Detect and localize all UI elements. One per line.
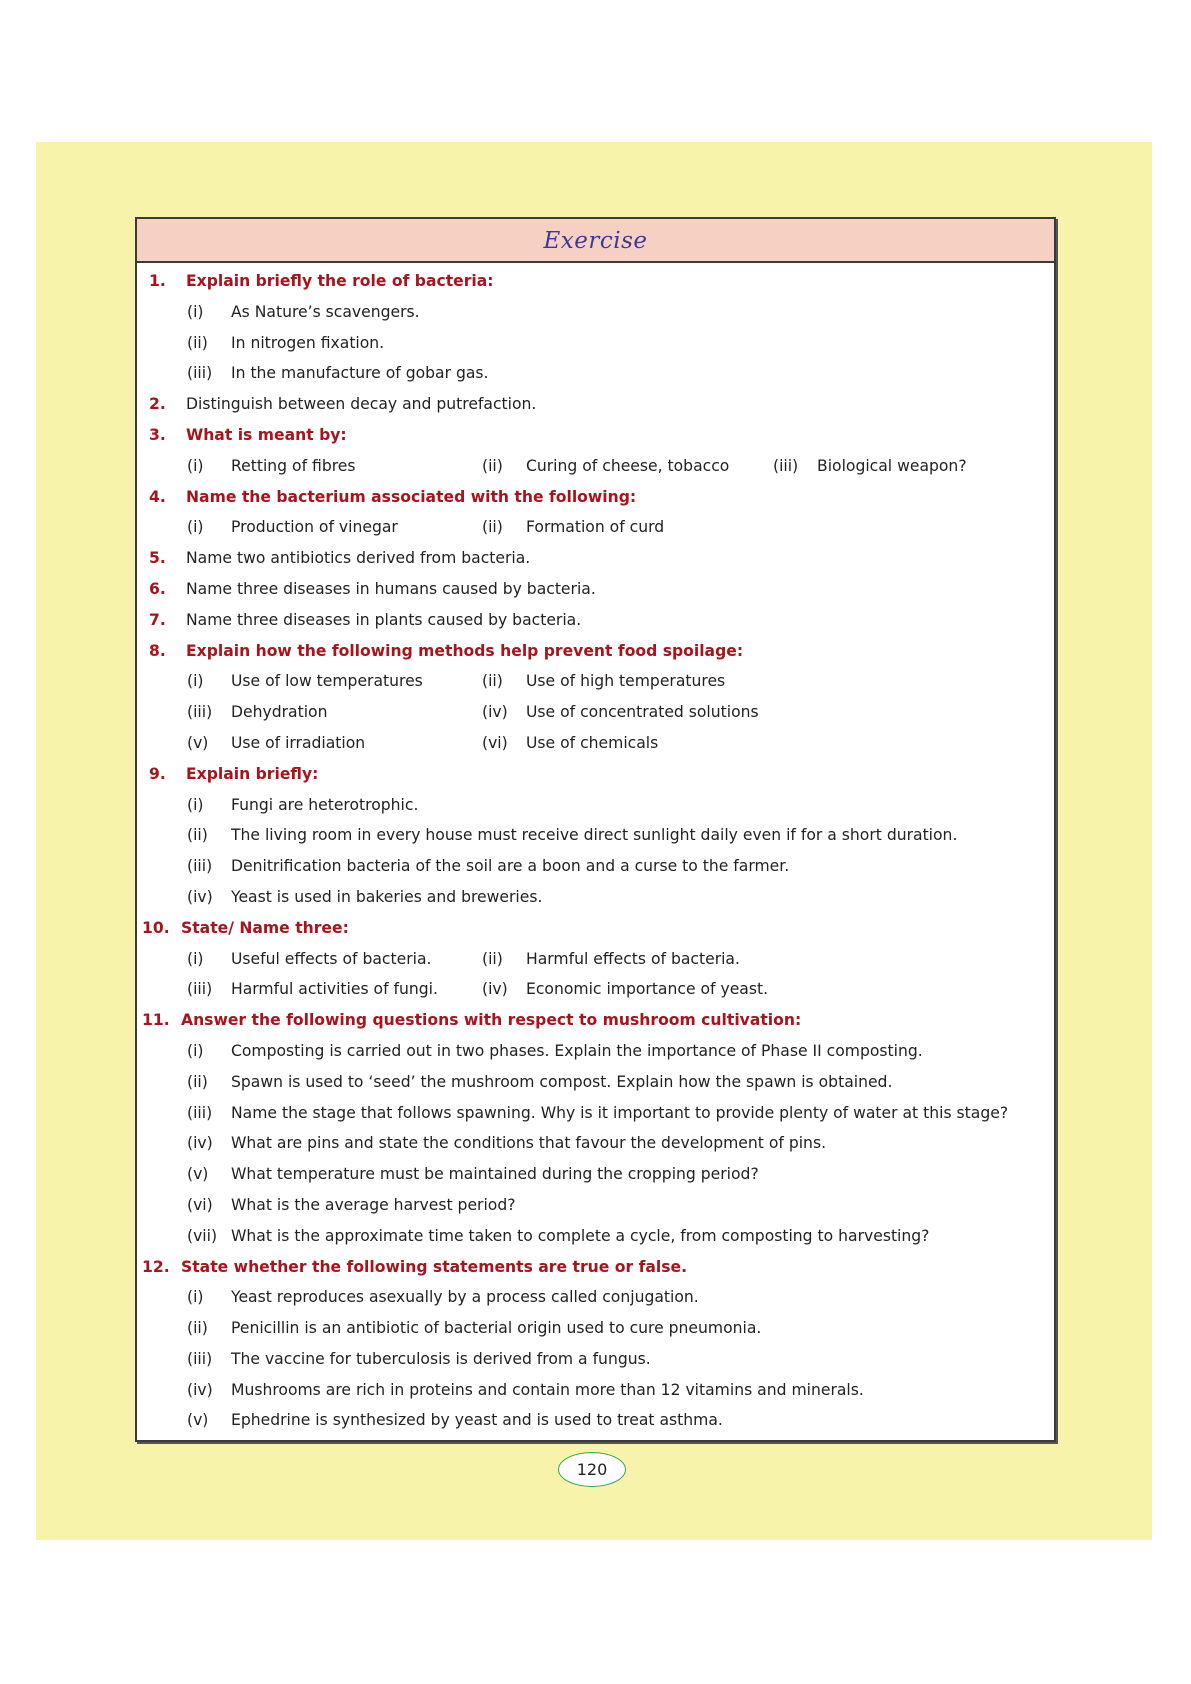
sub-question-text: Production of vinegar <box>231 518 398 537</box>
sub-question-text: What are pins and state the conditions that favour the development of pins. <box>231 1134 827 1153</box>
question <box>137 640 1054 671</box>
sub-question-label: (vi) <box>187 1195 213 1214</box>
sub-question-text: What is the approximate time taken to complete a cycle, from composting to harvesting? <box>231 1226 930 1245</box>
sub-question-label: (ii) <box>482 518 503 537</box>
sub-question-row <box>137 362 1054 393</box>
question <box>137 763 1054 794</box>
question <box>137 609 1054 640</box>
sub-question-text: Biological weapon? <box>817 456 967 475</box>
sub-question-label: (iii) <box>187 1103 213 1122</box>
sub-question-label: (ii) <box>482 456 503 475</box>
sub-question-text: Economic importance of yeast. <box>526 980 769 999</box>
sub-question-text: The vaccine for tuberculosis is derived from a fungus. <box>231 1349 651 1368</box>
sub-question-text: Yeast is used in bakeries and breweries. <box>231 887 543 906</box>
sub-question-label: (ii) <box>187 1319 208 1338</box>
question-text: State whether the following statements are true or false. <box>181 1257 688 1276</box>
question-text: State/ Name three: <box>181 918 349 937</box>
sub-question-text: What temperature must be maintained during the cropping period? <box>231 1165 759 1184</box>
question <box>137 486 1054 517</box>
question-number: 3. <box>149 425 166 444</box>
sub-question-label: (i) <box>187 302 204 321</box>
sub-question-text: Formation of curd <box>526 518 665 537</box>
page-number: 120 <box>558 1452 626 1487</box>
sub-question-label: (iv) <box>482 703 508 722</box>
question-text: Explain how the following methods help prevent food spoilage: <box>186 641 744 660</box>
exercise-box <box>135 217 1056 1442</box>
sub-question-text: Penicillin is an antibiotic of bacterial origin used to cure pneumonia. <box>231 1319 762 1338</box>
sub-question-text: Use of low temperatures <box>231 672 423 691</box>
question-text: What is meant by: <box>186 425 347 444</box>
sub-question-label: (i) <box>187 672 204 691</box>
question-number: 1. <box>149 272 166 290</box>
sub-question-label: (v) <box>187 733 209 752</box>
sub-question-row <box>137 824 1054 855</box>
sub-question-label: (i) <box>187 795 204 814</box>
sub-question-text: Useful effects of bacteria. <box>231 949 432 968</box>
sub-question-label: (i) <box>187 518 204 537</box>
sub-question-row <box>137 670 1054 701</box>
sub-question-text: Name the stage that follows spawning. Why is it important to provide plenty of water at this stage? <box>231 1103 1009 1122</box>
question-number: 9. <box>149 764 166 783</box>
question-number: 8. <box>149 641 166 660</box>
question-text: Name three diseases in humans caused by bacteria. <box>186 579 596 598</box>
question-number: 7. <box>149 610 166 629</box>
sub-question-label: (iv) <box>187 1380 213 1399</box>
question <box>137 424 1054 455</box>
question <box>137 270 1054 301</box>
sub-question-text: Denitrification bacteria of the soil are a boon and a curse to the farmer. <box>231 857 790 876</box>
sub-question-row <box>137 1409 1054 1440</box>
sub-question-text: Yeast reproduces asexually by a process called conjugation. <box>231 1288 699 1307</box>
sub-question-label: (ii) <box>482 949 503 968</box>
sub-question-text: Use of concentrated solutions <box>526 703 759 722</box>
sub-question-row <box>137 732 1054 763</box>
sub-question-row <box>137 332 1054 363</box>
sub-question-row <box>137 1225 1054 1256</box>
sub-question-text: What is the average harvest period? <box>231 1195 516 1214</box>
question-text: Name the bacterium associated with the following: <box>186 487 637 506</box>
sub-question-label: (iv) <box>482 980 508 999</box>
question-number: 11. <box>142 1011 170 1030</box>
question-text: Explain briefly the role of bacteria: <box>186 272 494 290</box>
question-number: 5. <box>149 549 166 568</box>
sub-question-row <box>137 1102 1054 1133</box>
sub-question-label: (i) <box>187 949 204 968</box>
sub-question-text: As Nature’s scavengers. <box>231 302 420 321</box>
sub-question-text: Use of high temperatures <box>526 672 726 691</box>
sub-question-label: (ii) <box>187 826 208 845</box>
sub-question-row <box>137 1317 1054 1348</box>
sub-question-label: (iv) <box>187 887 213 906</box>
sub-question-row <box>137 455 1054 486</box>
question-text: Name three diseases in plants caused by bacteria. <box>186 610 582 629</box>
sub-question-row <box>137 1163 1054 1194</box>
sub-question-text: Spawn is used to ‘seed’ the mushroom compost. Explain how the spawn is obtained. <box>231 1072 893 1091</box>
question-number: 2. <box>149 395 166 414</box>
sub-question-row <box>137 978 1054 1009</box>
sub-question-label: (iii) <box>187 703 213 722</box>
question <box>137 578 1054 609</box>
sub-question-text: The living room in every house must receive direct sunlight daily even if for a short duration. <box>231 826 958 845</box>
sub-question-label: (iii) <box>187 980 213 999</box>
sub-question-label: (iii) <box>187 857 213 876</box>
sub-question-row <box>137 1286 1054 1317</box>
sub-question-label: (vi) <box>482 733 508 752</box>
question <box>137 917 1054 948</box>
sub-question-text: Harmful activities of fungi. <box>231 980 438 999</box>
question <box>137 1009 1054 1040</box>
sub-question-text: Curing of cheese, tobacco <box>526 456 730 475</box>
exercise-title: Exercise <box>543 228 648 254</box>
question-text: Answer the following questions with respect to mushroom cultivation: <box>181 1011 802 1030</box>
exercise-header <box>137 219 1054 263</box>
sub-question-text: In the manufacture of gobar gas. <box>231 364 489 383</box>
sub-question-row <box>137 1040 1054 1071</box>
sub-question-row <box>137 1348 1054 1379</box>
question-text: Distinguish between decay and putrefaction. <box>186 395 537 414</box>
sub-question-text: Retting of fibres <box>231 456 356 475</box>
sub-question-label: (iv) <box>187 1134 213 1153</box>
sub-question-text: Ephedrine is synthesized by yeast and is used to treat asthma. <box>231 1411 723 1430</box>
question-list <box>137 270 1054 1440</box>
sub-question-label: (v) <box>187 1165 209 1184</box>
sub-question-row <box>137 886 1054 917</box>
question <box>137 547 1054 578</box>
sub-question-text: Composting is carried out in two phases. Explain the importance of Phase II composting. <box>231 1041 923 1060</box>
question-number: 12. <box>142 1257 170 1276</box>
question-number: 6. <box>149 579 166 598</box>
sub-question-label: (i) <box>187 1041 204 1060</box>
sub-question-label: (ii) <box>187 333 208 352</box>
sub-question-row <box>137 1132 1054 1163</box>
sub-question-row <box>137 701 1054 732</box>
sub-question-row <box>137 1194 1054 1225</box>
sub-question-label: (i) <box>187 456 204 475</box>
question-number: 10. <box>142 918 170 937</box>
sub-question-label: (iii) <box>773 456 799 475</box>
sub-question-text: Dehydration <box>231 703 328 722</box>
sub-question-text: Use of chemicals <box>526 733 659 752</box>
sub-question-label: (iii) <box>187 1349 213 1368</box>
sub-question-label: (ii) <box>187 1072 208 1091</box>
sub-question-row <box>137 794 1054 825</box>
question <box>137 393 1054 424</box>
sub-question-label: (i) <box>187 1288 204 1307</box>
question-number: 4. <box>149 487 166 506</box>
sub-question-row <box>137 1071 1054 1102</box>
sub-question-label: (ii) <box>482 672 503 691</box>
sub-question-text: Use of irradiation <box>231 733 366 752</box>
sub-question-row <box>137 1379 1054 1410</box>
sub-question-row <box>137 516 1054 547</box>
sub-question-row <box>137 855 1054 886</box>
question-text: Name two antibiotics derived from bacteria. <box>186 549 531 568</box>
sub-question-text: Fungi are heterotrophic. <box>231 795 419 814</box>
sub-question-row <box>137 301 1054 332</box>
sub-question-text: In nitrogen fixation. <box>231 333 385 352</box>
sub-question-label: (vii) <box>187 1226 218 1245</box>
question-text: Explain briefly: <box>186 764 319 783</box>
sub-question-text: Mushrooms are rich in proteins and contain more than 12 vitamins and minerals. <box>231 1380 864 1399</box>
sub-question-text: Harmful effects of bacteria. <box>526 949 740 968</box>
sub-question-label: (v) <box>187 1411 209 1430</box>
question <box>137 1256 1054 1287</box>
sub-question-label: (iii) <box>187 364 213 383</box>
sub-question-row <box>137 948 1054 979</box>
